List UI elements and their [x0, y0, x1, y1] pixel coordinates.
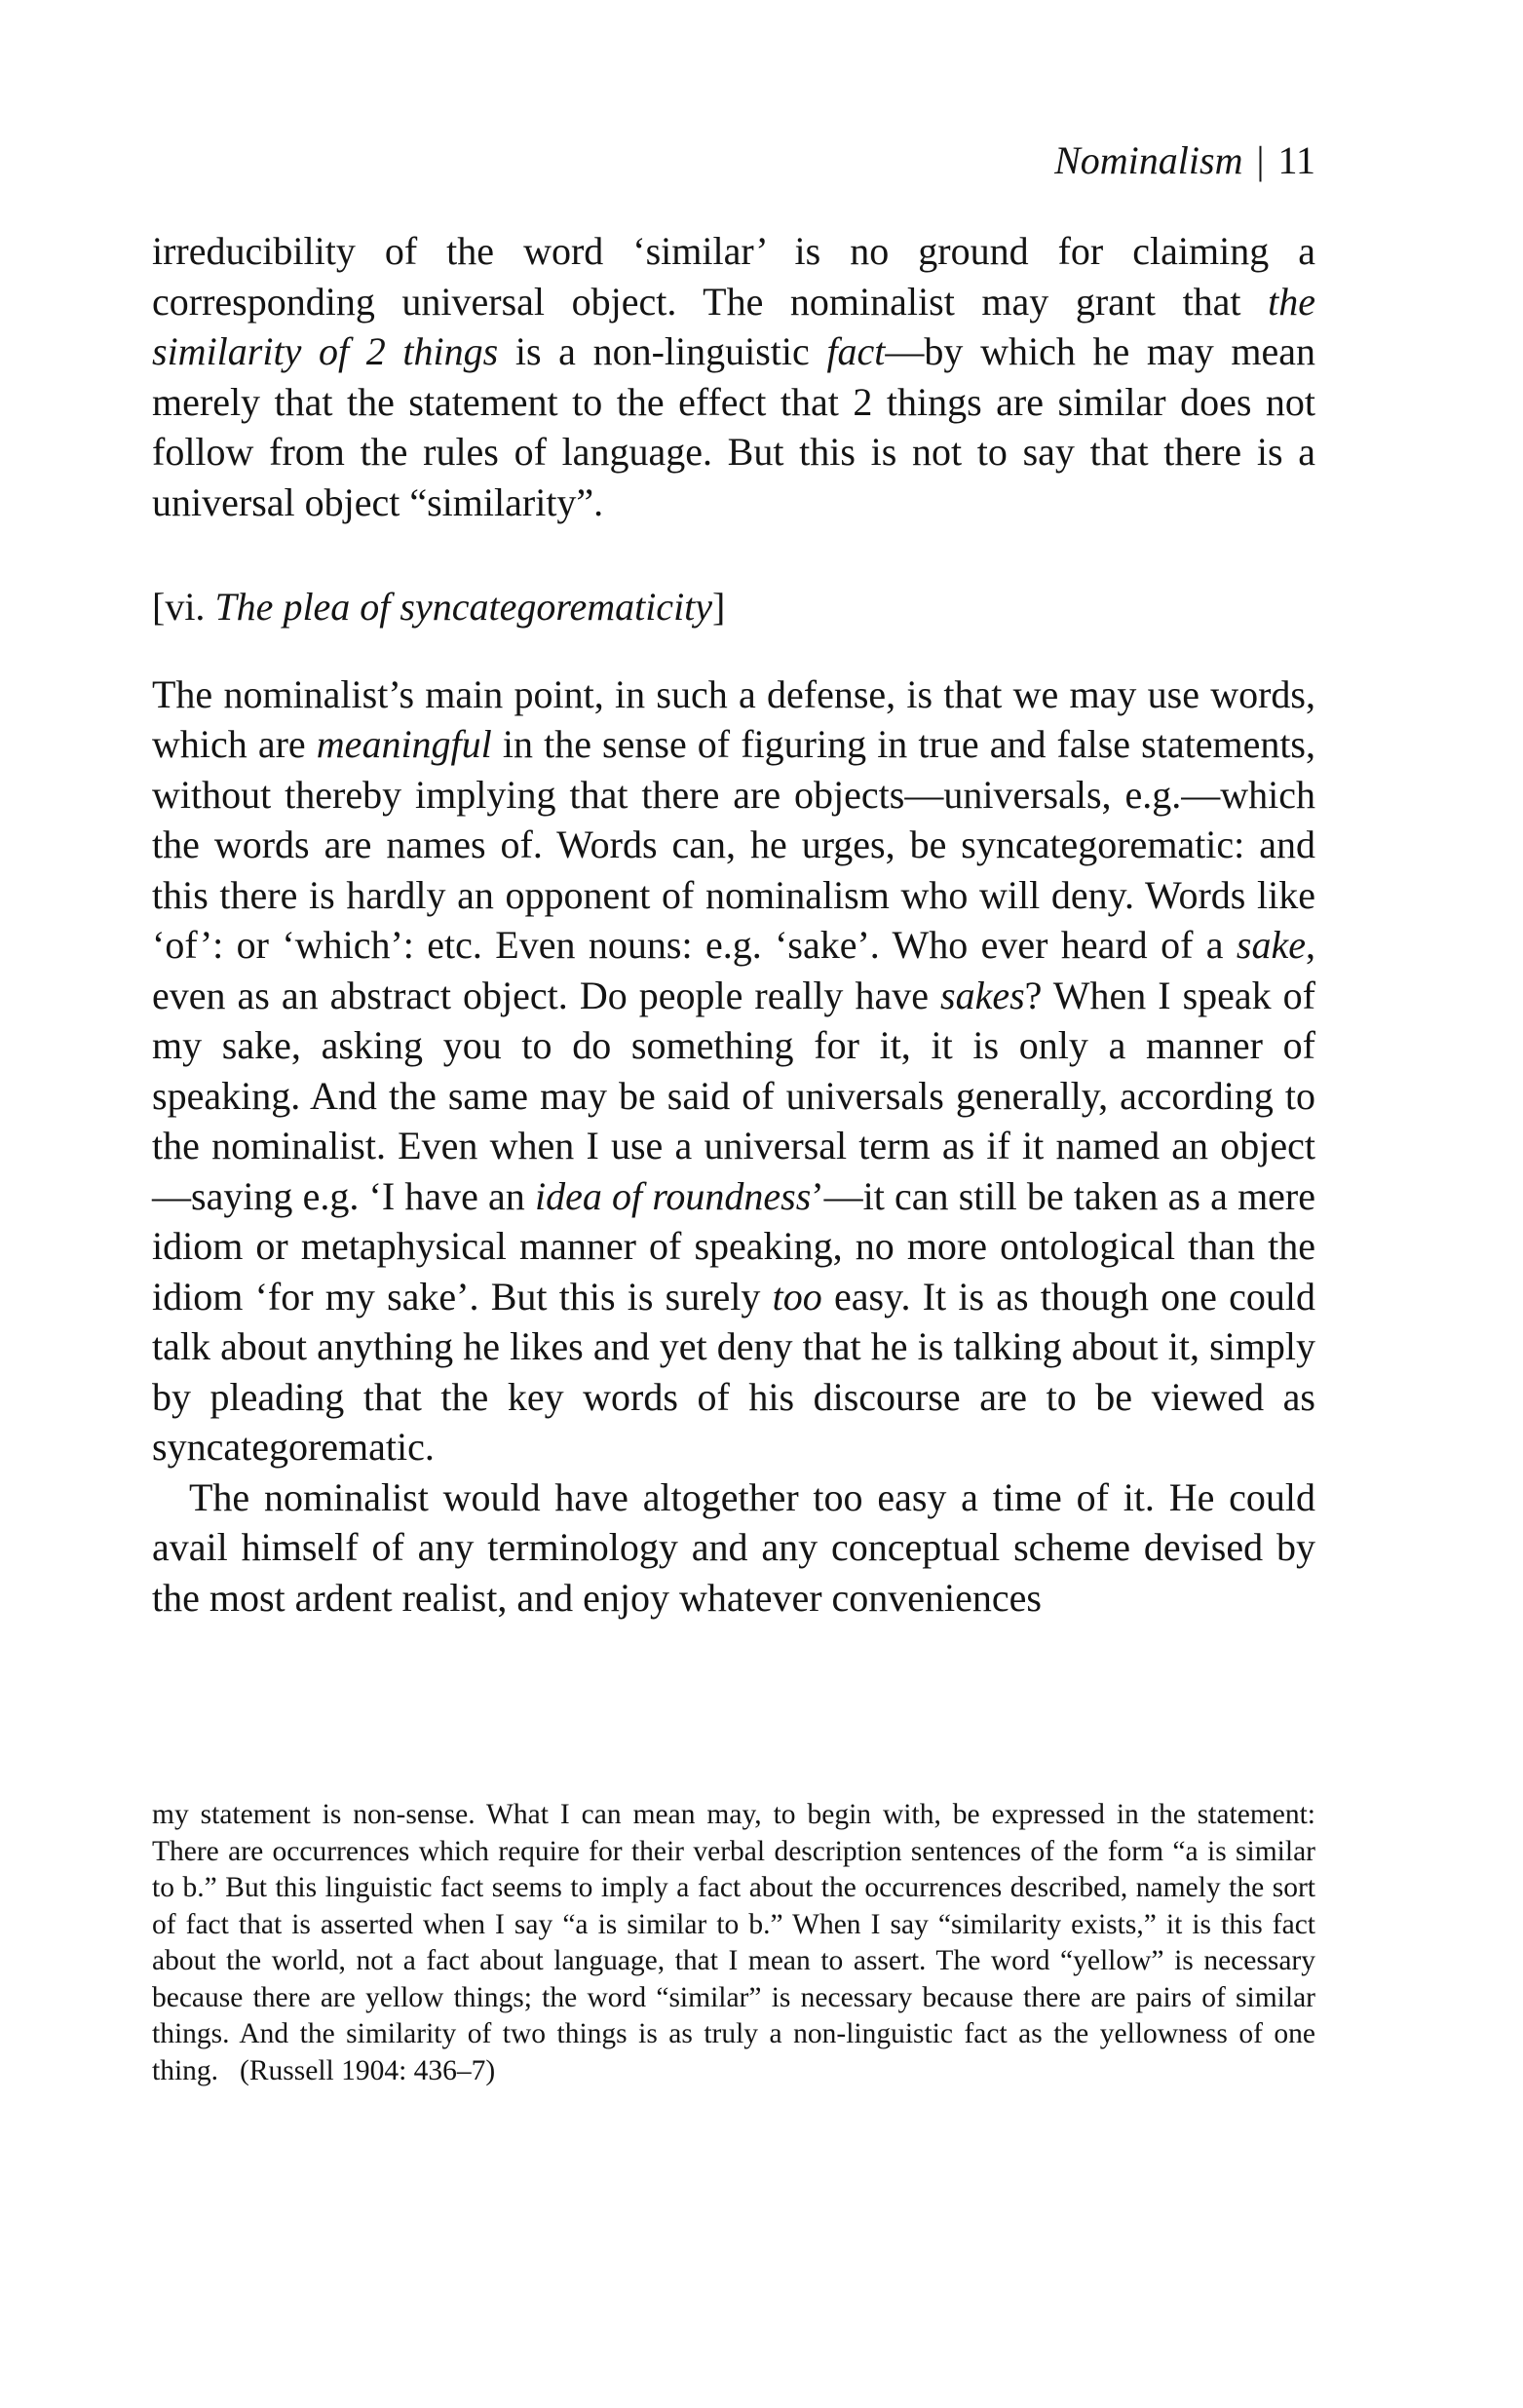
- paragraph-2-part-1: The nominalist’s main point, in such a defense, is that we may use words, which are: [152, 671, 1315, 766]
- paragraph-2-part-4: ? When I speak of my sake, asking you to do something for it, it is only a manner of speaking. And the same may be said of universals generally, according to the nominalist. Even when I use a universal term as if it named an object—saying e.g. ‘I have an: [152, 973, 1315, 1218]
- section-heading-close: ]: [712, 585, 726, 629]
- book-page: [152, 0, 1315, 2408]
- section-heading-open: [vi.: [152, 585, 215, 629]
- header-separator: |: [1256, 138, 1265, 182]
- paragraph-2-emphasis-3: sakes: [940, 973, 1025, 1017]
- section-heading-title: The plea of syncategorematicity: [214, 585, 713, 629]
- page-number: 11: [1277, 138, 1315, 182]
- paragraph-3: The nominalist would have altogether too easy a time of it. He could avail himself of any terminology and any conceptual scheme devised by the most ardent realist, and enjoy whatever conveniences: [152, 1474, 1315, 1620]
- paragraph-1-emphasis-1: the similarity of 2 things: [152, 279, 1315, 373]
- paragraph-2-emphasis-4: idea of roundness: [534, 1173, 812, 1218]
- running-head: [1054, 136, 1315, 185]
- paragraph-2: [152, 669, 1315, 1472]
- paragraph-1-text: irreducibility of the word ‘similar’ is no ground for claiming a corresponding universal object. The nominalist may grant that: [152, 229, 1315, 324]
- chapter-title: Nominalism: [1054, 138, 1243, 182]
- paragraph-1-end: —by which he may mean merely that the statement to the effect that 2 things are similar does not follow from the rules of language. But this is not to say that there is a universal object “similarity”.: [152, 329, 1316, 524]
- footnote-citation: (Russell 1904: 436–7): [240, 2054, 496, 2086]
- paragraph-2-emphasis-1: meaningful: [316, 722, 492, 766]
- paragraph-1: [152, 226, 1315, 527]
- paragraph-2-part-6: easy. It is as though one could talk about anything he likes and yet deny that he is talking about it, simply by pleading that the key words of his discourse are to be viewed as syncategorematic.: [152, 1274, 1315, 1469]
- paragraph-1-emphasis-2: fact: [826, 329, 886, 373]
- footnote-text: my statement is non-sense. What I can mean may, to begin with, be expressed in the statement: There are occurrences which require for their verbal description sentences of the form “a is similar to b.” But this linguistic fact seems to imply a fact about the occurrences described, namely the sort of fact that is asserted when I say “a is similar to b.” When I say “similarity exists,” it is this fact about the world, not a fact about language, that I mean to assert. The word “yellow” is necessary because there are yellow things; the word “similar” is necessary because there are pairs of similar things. And the similarity of two things is as truly a non-linguistic fact as the yellowness of one thing.: [152, 1799, 1315, 2086]
- paragraph-2-part-5: ’—it can still be taken as a mere idiom or metaphysical manner of speaking, no more ontological than the idiom ‘for my sake’. But this is surely: [152, 1173, 1316, 1319]
- footnote: [152, 1797, 1315, 2089]
- paragraph-2-emphasis-5: too: [772, 1274, 822, 1319]
- paragraph-1-middle: is a non-linguistic: [498, 329, 827, 373]
- body-text: [152, 226, 1315, 1623]
- paragraph-2-part-3: , even as an abstract object. Do people really have: [152, 923, 1315, 1017]
- paragraph-2-part-2: in the sense of figuring in true and false statements, without thereby implying that there are objects—universals, e.g.—which the words are names of. Words can, he urges, be syncategorematic: and this there is hardly an opponent of nominalism who will deny. Words like ‘of’: or ‘which’: etc. Even nouns: e.g. ‘sake’. Who ever heard of a: [152, 722, 1316, 967]
- section-heading: [152, 582, 1315, 632]
- paragraph-2-emphasis-2: sake: [1236, 923, 1306, 967]
- footnote-paragraph: [152, 1797, 1315, 2089]
